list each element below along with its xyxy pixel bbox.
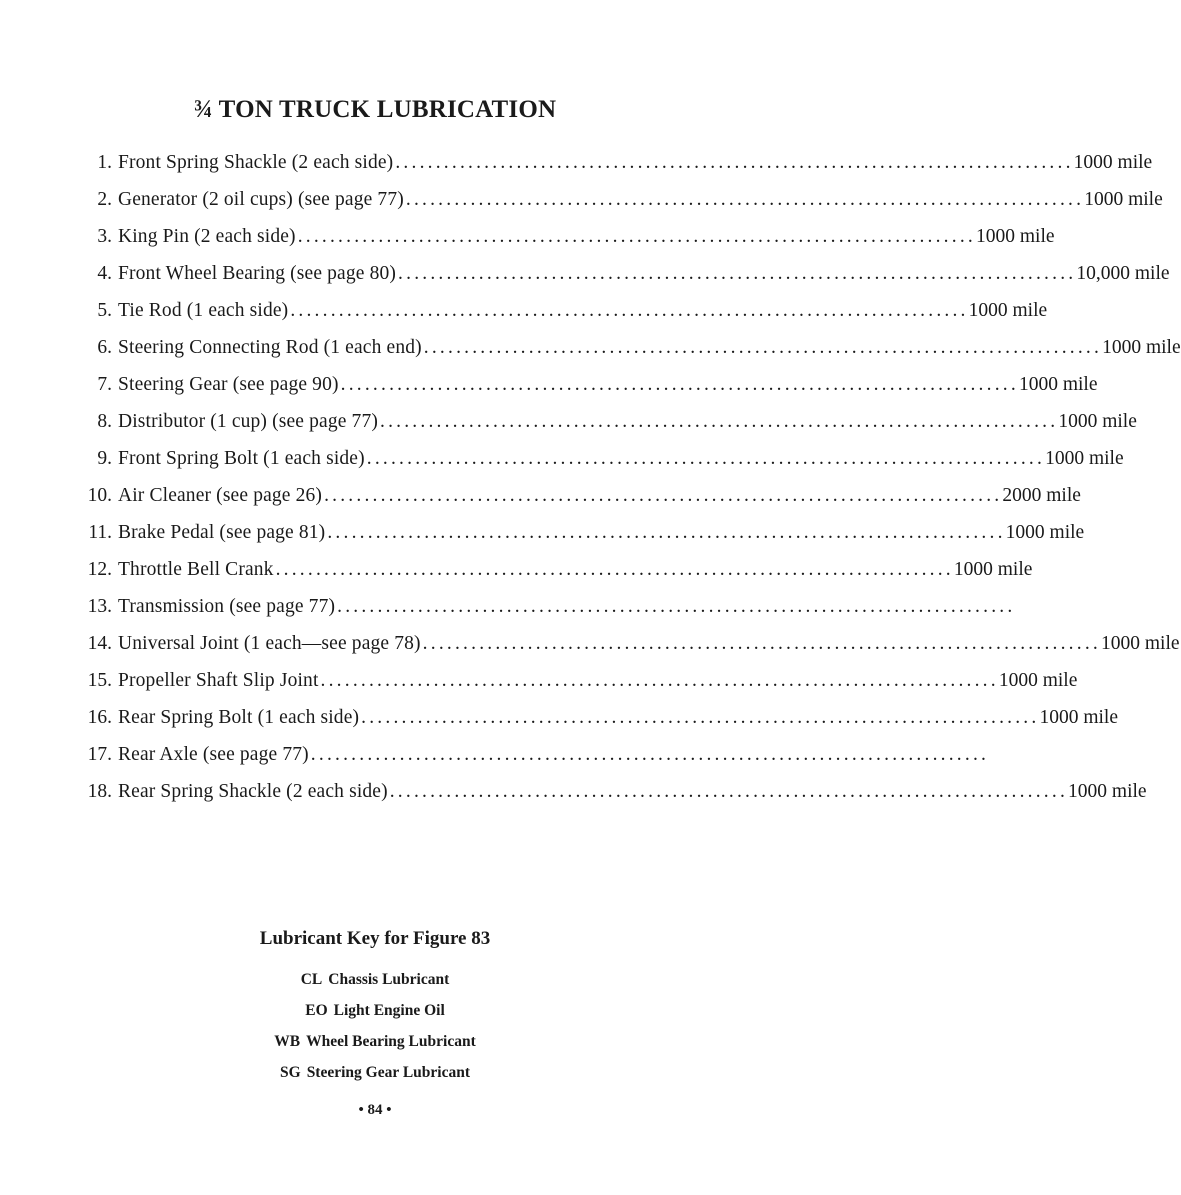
dot-leader: .................................................................................... [340,374,1019,395]
item-number: 1. [97,152,112,173]
dot-leader: .................................................................................... [380,411,1059,432]
item-interval: 1000 mile [1039,707,1119,728]
schedule-row [0,296,1048,326]
key-entry [0,1057,750,1088]
item-line [118,703,1119,733]
key-label: Chassis Lubricant [328,971,450,988]
item-number: 8. [97,411,112,432]
item-interval: 1000 mile [998,670,1078,691]
schedule-row [0,703,1119,733]
schedule-row [0,444,1124,474]
item-line [118,407,1137,437]
key-label: Steering Gear Lubricant [306,1064,470,1081]
item-description: King Pin (2 each side) [118,226,296,247]
schedule-row [0,518,1085,548]
dot-leader: .................................................................................... [398,263,1077,284]
page-number: • 84 • [358,1102,392,1118]
item-interval: 1000 mile [1018,374,1098,395]
dot-leader: .................................................................................... [275,559,954,580]
item-interval: 1000 mile [1058,411,1137,432]
item-interval: 1000 mile [1045,448,1124,469]
item-line [118,481,1081,511]
item-interval: 10,000 mile [1076,263,1170,284]
item-description: Transmission (see page 77) [118,596,336,617]
item-number: 7. [97,374,112,395]
item-line [118,148,1153,178]
item-line [118,518,1085,548]
schedule-row [0,777,1147,807]
item-line [118,555,1033,585]
key-code: SG [280,1064,301,1081]
item-description: Rear Spring Shackle (2 each side) [118,781,388,802]
item-number: 4. [97,263,112,284]
item-interval: 1000 mile [1068,781,1147,802]
item-line [118,296,1048,326]
item-line [118,333,1181,363]
item-number: 6. [97,337,112,358]
key-code: EO [305,1002,328,1019]
item-line [118,777,1147,807]
item-description: Brake Pedal (see page 81) [118,522,326,543]
item-interval: 1000 mile [1100,633,1180,654]
item-number: 13. [87,596,112,617]
item-line [118,740,990,770]
dot-leader: .................................................................................... [327,522,1006,543]
item-description: Tie Rod (1 each side) [118,300,289,321]
item-interval: 1000 mile [976,226,1055,247]
key-entry [0,995,750,1026]
item-description: Propeller Shaft Slip Joint [118,670,319,691]
schedule-row [0,370,1098,400]
item-number: 3. [97,226,112,247]
item-interval: 1000 mile [1073,152,1153,173]
item-description: Rear Axle (see page 77) [118,744,309,765]
key-entry [0,964,750,995]
item-number: 17. [87,744,112,765]
dot-leader: .................................................................................... [337,596,1016,617]
key-label: Light Engine Oil [333,1002,445,1019]
item-line [118,222,1055,252]
schedule-row [0,629,1180,659]
schedule-row [0,740,990,770]
item-interval: 1000 mile [968,300,1048,321]
key-title: Lubricant Key for Figure 83 [259,928,491,949]
item-description: Front Spring Bolt (1 each side) [118,448,365,469]
item-number: 16. [87,707,112,728]
item-line [118,444,1124,474]
item-description: Steering Gear (see page 90) [118,374,339,395]
dot-leader: .................................................................................... [310,744,990,765]
item-number: 18. [87,781,112,802]
page-title: ¾ TON TRUCK LUBRICATION [193,96,557,123]
lubricant-key [0,928,750,1088]
item-interval: 1000 mile [1005,522,1085,543]
key-entry [0,1026,750,1057]
schedule-row [0,555,1033,585]
item-number: 15. [87,670,112,691]
item-description: Front Spring Shackle (2 each side) [118,152,394,173]
item-number: 10. [87,485,112,506]
schedule-row [0,592,1016,622]
item-number: 5. [97,300,112,321]
item-line [118,592,1016,622]
dot-leader: .................................................................................... [320,670,999,691]
item-line [118,370,1098,400]
item-line [118,259,1170,289]
item-description: Steering Connecting Rod (1 each end) [118,337,422,358]
item-description: Air Cleaner (see page 26) [118,485,323,506]
dot-leader: .................................................................................... [324,485,1003,506]
schedule-row [0,407,1137,437]
item-description: Universal Joint (1 each—see page 78) [118,633,421,654]
dot-leader: .................................................................................... [422,633,1101,654]
schedule-row [0,222,1055,252]
item-description: Front Wheel Bearing (see page 80) [118,263,397,284]
item-description: Distributor (1 cup) (see page 77) [118,411,378,432]
dot-leader: .................................................................................... [361,707,1040,728]
key-label: Wheel Bearing Lubricant [306,1033,476,1050]
item-line [118,666,1078,696]
dot-leader: .................................................................................... [297,226,976,247]
key-code: CL [300,971,323,988]
dot-leader: .................................................................................... [405,189,1085,210]
item-line [118,629,1180,659]
item-number: 11. [88,522,112,543]
item-number: 14. [87,633,112,654]
item-line [118,185,1163,215]
item-number: 12. [87,559,112,580]
item-description: Rear Spring Bolt (1 each side) [118,707,360,728]
schedule-row [0,666,1078,696]
item-interval: 1000 mile [1084,189,1163,210]
dot-leader: .................................................................................... [423,337,1103,358]
schedule-row [0,185,1163,215]
dot-leader: .................................................................................... [290,300,969,321]
schedule-row [0,259,1170,289]
item-interval: 1000 mile [953,559,1033,580]
schedule-row [0,148,1153,178]
key-code: WB [274,1033,301,1050]
dot-leader: .................................................................................... [395,152,1074,173]
item-interval: 2000 mile [1002,485,1081,506]
item-number: 2. [97,189,112,210]
schedule-row [0,481,1081,511]
schedule-row [0,333,1181,363]
item-number: 9. [97,448,112,469]
item-interval: 1000 mile [1102,337,1181,358]
dot-leader: .................................................................................... [366,448,1046,469]
dot-leader: .................................................................................... [389,781,1069,802]
item-description: Throttle Bell Crank [118,559,274,580]
item-description: Generator (2 oil cups) (see page 77) [118,189,404,210]
